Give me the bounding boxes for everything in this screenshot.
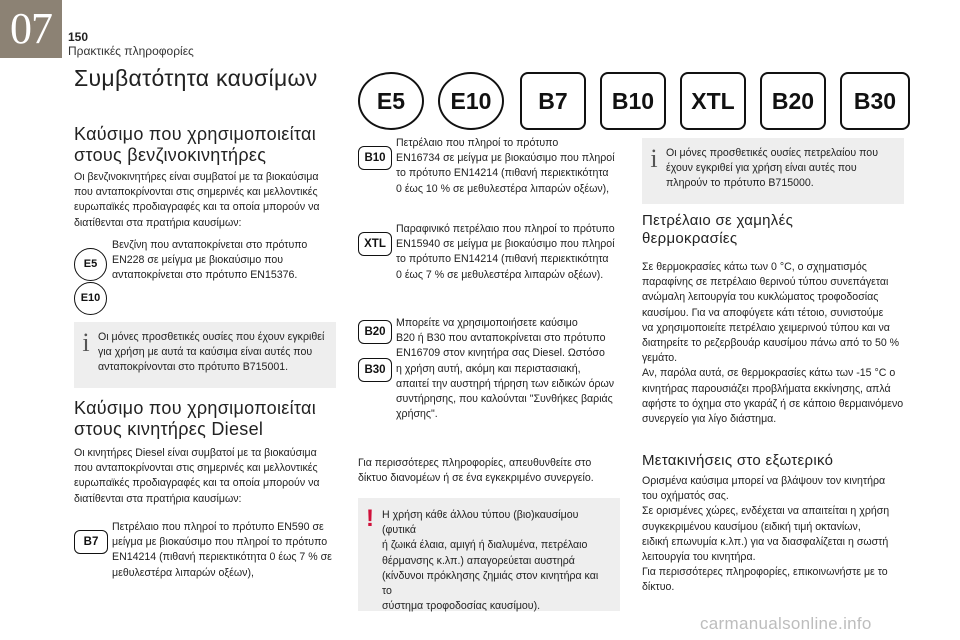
- info-icon: i: [82, 328, 90, 357]
- page-number: 150: [68, 30, 89, 44]
- text-line: 0 έως 10 % σε μεθυλεστέρα λιπαρών οξέων),: [396, 182, 610, 195]
- text-line: B20 ή B30 που ανταποκρίνεται στο πρότυπο: [396, 332, 606, 345]
- text-line: Σε θερμοκρασίες κάτω των 0 °C, ο σχηματισμός: [642, 261, 867, 273]
- b10-desc: [396, 136, 626, 197]
- text-line: συντήρησης, που καλούνται "Συνθήκες βαριάς: [396, 393, 613, 406]
- note-text: [98, 330, 326, 376]
- fuel-badges-row: [358, 72, 958, 132]
- petrol-heading-line1: Καύσιμο που χρησιμοποιείται: [74, 124, 317, 144]
- text-line: συγκεκριμένου καυσίμου (ειδική τιμή οκτανίων,: [642, 520, 861, 533]
- petrol-heading-line2: στους βενζινοκινητήρες: [74, 145, 267, 165]
- text-line: καυσίμου. Για να αποφύγετε κάτι τέτοιο, συνιστούμε: [642, 306, 884, 319]
- petrol-e5-e10-desc: [112, 238, 342, 284]
- text-line: για χρήση με αυτά τα καύσιμα είναι αυτές που: [98, 346, 313, 359]
- diesel-heading-line2: στους κινητήρες Diesel: [74, 419, 264, 439]
- text-line: EN14214 (πιθανή περιεκτικότητα 0 έως 7 % σε: [112, 551, 332, 564]
- badge-xtl-small: XTL: [358, 232, 392, 256]
- badge-b7-small: B7: [74, 530, 108, 554]
- text-line: κινητήρας παρουσιάζει προβλήματα εκκίνησης, απλά: [642, 382, 891, 395]
- badge-e10-small: E10: [74, 282, 107, 315]
- cold-heading-line1: Πετρέλαιο σε χαμηλές: [642, 212, 794, 229]
- text-line: μεθυλεστέρα λιπαρών οξέων),: [112, 566, 254, 579]
- badge-b30-small: B30: [358, 358, 392, 382]
- diesel-b7-desc: [112, 520, 344, 581]
- text-line: EN15940 σε μείγμα με βιοκαύσιμο που πληροί: [396, 238, 615, 251]
- diesel-para: [74, 446, 344, 507]
- fuel-warning-note: [358, 498, 620, 611]
- text-line: Αν, παρόλα αυτά, σε θερμοκρασίες κάτω των -15 °C ο: [642, 367, 896, 380]
- badge-b10-small: B10: [358, 146, 392, 170]
- badge-b10: B10: [600, 72, 666, 130]
- text-line: διατίθενται στα πρατήρια καυσίμων:: [74, 216, 242, 229]
- cold-para: [642, 260, 912, 427]
- b20-b30-desc: [396, 316, 626, 422]
- text-line: Ορισμένα καύσιμα μπορεί να βλάψουν τον κινητήρα: [642, 475, 886, 487]
- badge-e5-small: E5: [74, 248, 107, 281]
- text-line: λειτουργία του κινητήρα.: [642, 551, 756, 564]
- diesel-heading-line1: Καύσιμο που χρησιμοποιείται: [74, 398, 317, 418]
- diesel-additives-note: [642, 138, 904, 204]
- text-line: διατίθενται στα πρατήρια καυσίμων:: [74, 492, 242, 505]
- text-line: ανταποκρίνονται στο πρότυπο B715001.: [98, 361, 289, 374]
- text-line: ειδική επωνυμία κ.λπ.) για να διασφαλίζεται η σωστή: [642, 535, 889, 548]
- text-line: το πρότυπο EN14214 (πιθανή περιεκτικότητα: [396, 167, 609, 180]
- text-line: που ανταποκρίνονται στις σημερινές και μελλοντικές: [74, 186, 318, 199]
- badge-b30: B30: [840, 72, 910, 130]
- text-line: αφήστε το όχημα στο γκαράζ ή σε κάποιο θερμαινόμενο: [642, 397, 904, 410]
- text-line: να χρησιμοποιείτε πετρέλαιο χειμερινού τύπου και να: [642, 321, 890, 334]
- badge-b20: B20: [760, 72, 826, 130]
- text-line: σύστημα τροφοδοσίας καυσίμου).: [382, 600, 541, 613]
- text-line: Πετρέλαιο που πληροί το πρότυπο: [396, 137, 559, 149]
- text-line: Για περισσότερες πληροφορίες, απευθυνθείτε στο: [358, 457, 592, 469]
- text-line: ευρωπαϊκές προδιαγραφές και τα οποία μπορούν να: [74, 201, 320, 214]
- xtl-desc: [396, 222, 626, 283]
- text-line: το πρότυπο EN14214 (πιθανή περιεκτικότητα: [396, 253, 609, 266]
- text-line: Οι μόνες προσθετικές ουσίες που έχουν εγκριθεί: [98, 331, 325, 343]
- badge-b20-small: B20: [358, 320, 392, 344]
- text-line: Βενζίνη που ανταποκρίνεται στο πρότυπο: [112, 239, 308, 251]
- page-title: Συμβατότητα καυσίμων: [74, 65, 318, 91]
- text-line: παραφίνης σε πετρέλαιο θερινού τύπου συνεπάγεται: [642, 276, 889, 289]
- text-line: Μπορείτε να χρησιμοποιήσετε καύσιμο: [396, 317, 578, 329]
- note-text: [666, 146, 894, 192]
- text-line: Σε ορισμένες χώρες, ενδέχεται να απαιτείται η χρήση: [642, 505, 890, 518]
- text-line: 0 έως 7 % σε μεθυλεστέρα λιπαρών οξέων).: [396, 268, 604, 281]
- text-line: γεμάτο.: [642, 352, 678, 365]
- text-line: δίκτυο.: [642, 581, 675, 594]
- info-icon: i: [650, 144, 658, 173]
- text-line: διατηρείτε το ρεζερβουάρ καυσίμου πάνω από το 50 %: [642, 337, 900, 350]
- text-line: θέρμανσης κ.λπ.) απαγορεύεται αυστηρά: [382, 554, 575, 567]
- text-line: Οι βενζινοκινητήρες είναι συμβατοί με τα βιοκαύσιμα: [74, 171, 319, 183]
- abroad-para: [642, 474, 912, 596]
- text-line: δίκτυο διανομέων ή σε ένα εγκεκριμένο συνεργείο.: [358, 472, 594, 485]
- text-line: Πετρέλαιο που πληροί το πρότυπο EN590 σε: [112, 521, 324, 533]
- cold-heading-line2: θερμοκρασίες: [642, 230, 738, 247]
- badge-b7: B7: [520, 72, 586, 130]
- text-line: Οι κινητήρες Diesel είναι συμβατοί με τα βιοκαύσιμα: [74, 447, 317, 459]
- text-line: απαιτεί την αυστηρή τήρηση των ειδικών όρων: [396, 377, 615, 390]
- badge-e5: E5: [358, 72, 424, 130]
- warning-icon: !: [366, 505, 374, 532]
- note-text: [382, 508, 610, 614]
- text-line: EN16709 στον κινητήρα σας Diesel. Ωστόσο: [396, 347, 605, 360]
- watermark: carmanualsonline.info: [700, 614, 872, 633]
- text-line: Για περισσότερες πληροφορίες, επικοινωνήστε με το: [642, 566, 888, 579]
- text-line: Παραφινικό πετρέλαιο που πληροί το πρότυπο: [396, 223, 615, 235]
- text-line: χρήσης".: [396, 408, 438, 421]
- text-line: μείγμα με βιοκαύσιμο που πληροί το πρότυπο: [112, 536, 328, 549]
- chapter-number: 07: [0, 0, 62, 58]
- petrol-heading: [74, 124, 316, 166]
- text-line: EN228 σε μείγμα με βιοκαύσιμο που: [112, 254, 284, 267]
- text-line: του οχήματός σας.: [642, 490, 729, 503]
- more-info-para: [358, 456, 620, 486]
- text-line: ευρωπαϊκές προδιαγραφές και τα οποία μπορούν να: [74, 477, 320, 490]
- text-line: που ανταποκρίνονται στις σημερινές και μελλοντικές: [74, 462, 318, 475]
- text-line: συνεργείο για λίγο διάστημα.: [642, 413, 777, 426]
- section-title: Πρακτικές πληροφορίες: [68, 44, 194, 58]
- text-line: EN16734 σε μείγμα με βιοκαύσιμο που πληροί: [396, 152, 615, 165]
- text-line: ανταποκρίνεται στο πρότυπο EN15376.: [112, 269, 298, 282]
- cold-heading: [642, 212, 793, 248]
- text-line: (κίνδυνοι πρόκλησης ζημιάς στον κινητήρα και το: [382, 569, 599, 598]
- badge-xtl: XTL: [680, 72, 746, 130]
- petrol-para: [74, 170, 344, 231]
- text-line: η χρήση αυτή, ακόμη και περιστασιακή,: [396, 362, 581, 375]
- diesel-heading: [74, 398, 316, 440]
- abroad-heading: Μετακινήσεις στο εξωτερικό: [642, 452, 834, 469]
- petrol-additives-note: [74, 322, 336, 388]
- text-line: έχουν εγκριθεί για χρήση είναι αυτές που: [666, 162, 857, 175]
- text-line: Οι μόνες προσθετικές ουσίες πετρελαίου που: [666, 147, 878, 159]
- text-line: Η χρήση κάθε άλλου τύπου (βιο)καυσίμου (φυτικά: [382, 509, 579, 537]
- text-line: ανώμαλη λειτουργία του κυκλώματος τροφοδοσίας: [642, 291, 879, 304]
- badge-e10: E10: [438, 72, 504, 130]
- text-line: πληρούν το πρότυπο B715000.: [666, 177, 814, 190]
- text-line: ή ζωικά έλαια, αμιγή ή διαλυμένα, πετρέλαιο: [382, 539, 588, 552]
